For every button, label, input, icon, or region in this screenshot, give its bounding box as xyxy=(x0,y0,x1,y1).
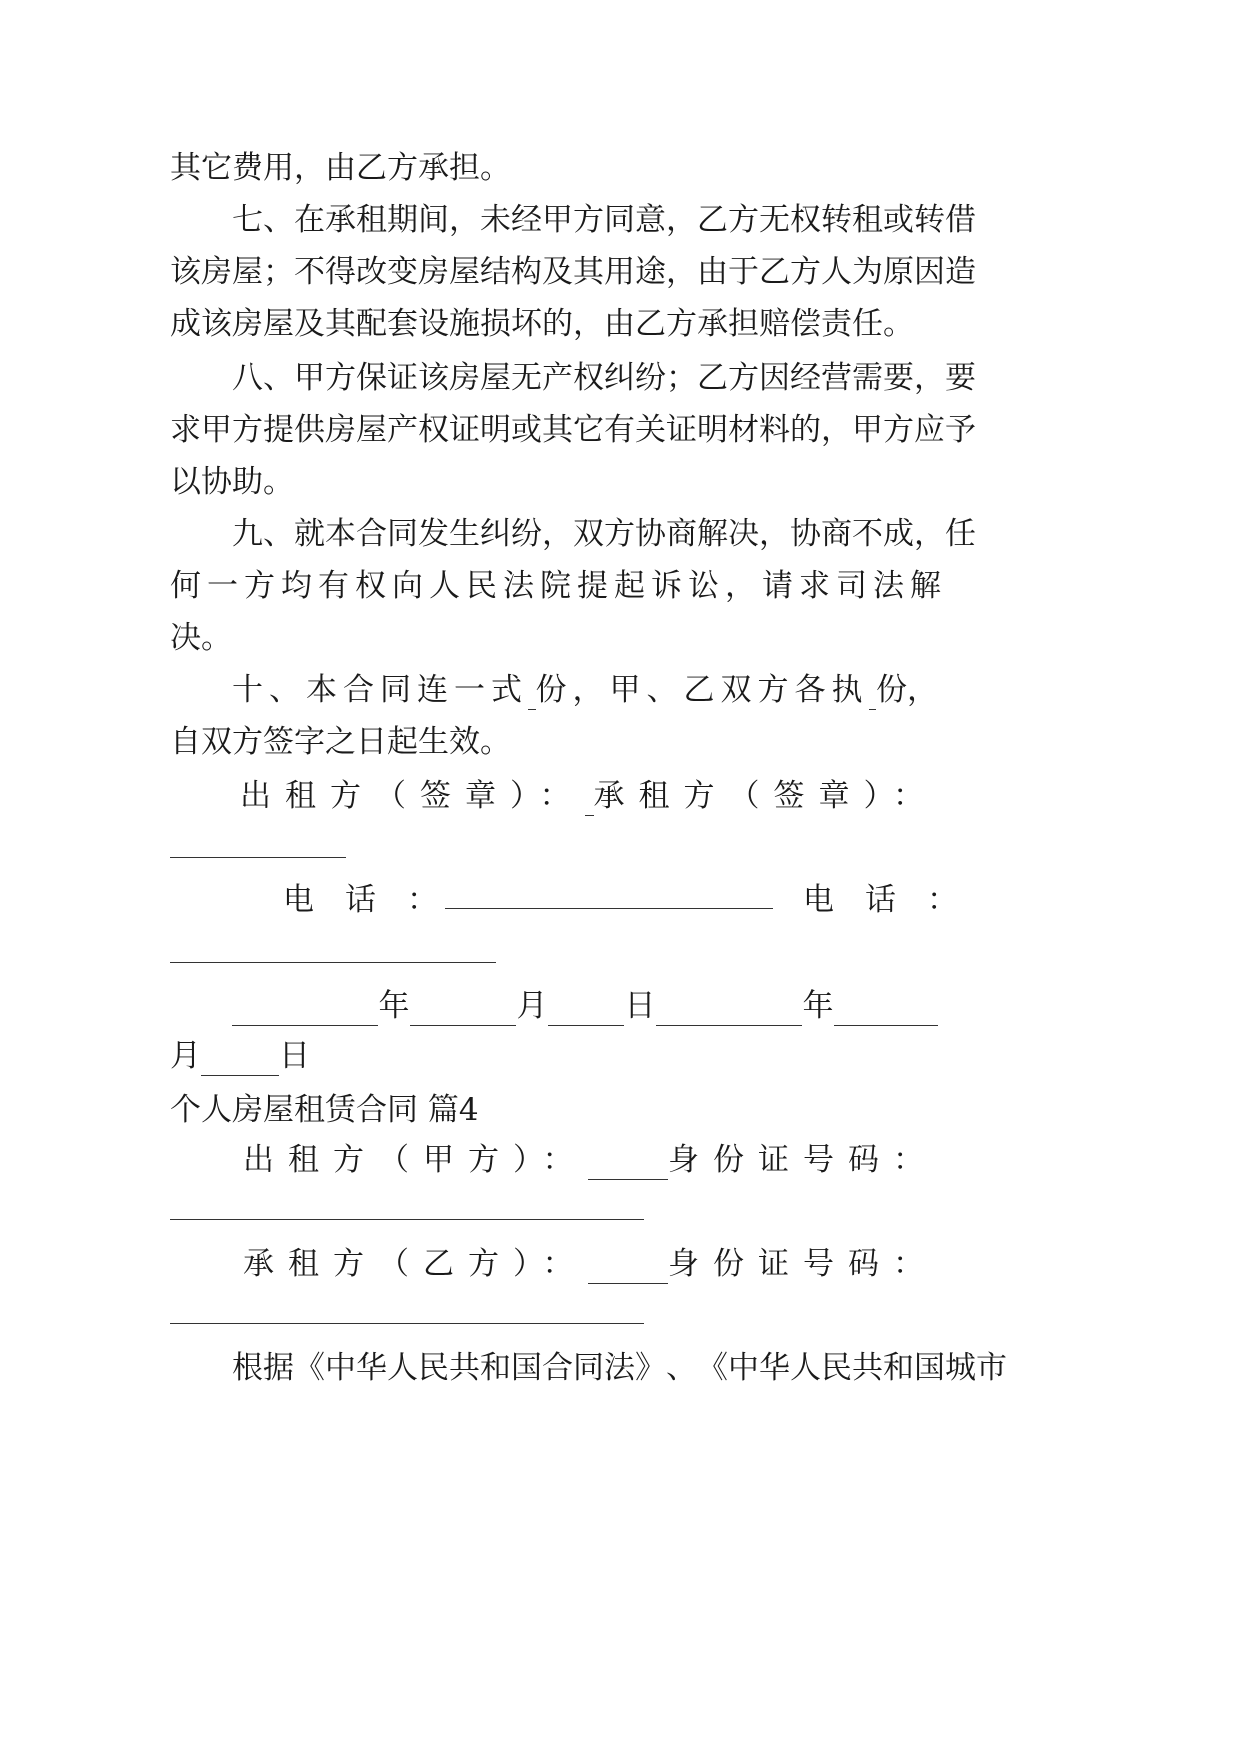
year-blank[interactable] xyxy=(656,995,802,1026)
signature-line xyxy=(240,776,938,816)
lessee-name-blank[interactable] xyxy=(588,1253,669,1284)
lessor-seal-label: 出租方（签章）： xyxy=(240,778,585,814)
party-line xyxy=(243,1140,938,1180)
lessee-seal-blank[interactable] xyxy=(170,857,346,858)
lessee-label: 承租方（乙方）： xyxy=(243,1246,588,1282)
party-line xyxy=(243,1244,938,1284)
text-segment: 十、本合同连一式 xyxy=(232,672,528,708)
lessor-id-label: 身份证号码： xyxy=(668,1142,938,1178)
clause-7-line: 七 、 在 承 租 期 间 ， 未 经 甲 方 同 意 ， 乙 方 无 权 转 租 或 转 借 xyxy=(232,202,976,238)
lessee-phone-label: 电 话 ： xyxy=(803,882,958,918)
text-segment: 何一方均有权向 xyxy=(170,568,429,604)
date-line xyxy=(170,1036,310,1076)
lessee-phone-blank[interactable] xyxy=(170,962,496,963)
day-blank[interactable] xyxy=(201,1045,279,1076)
year-label: 年 xyxy=(378,988,410,1024)
day-blank[interactable] xyxy=(548,995,624,1026)
text-segment: 份， xyxy=(876,672,938,708)
day-label: 日 xyxy=(279,1038,310,1074)
clause-9-line: 九 、 就 本 合 同 发 生 纠 纷 ， 双 方 协 商 解 决 ， 协 商 不 成 ， 任 xyxy=(232,516,976,552)
paragraph-line: 该 房 屋 ； 不 得 改 变 房 屋 结 构 及 其 用 途 ， 由 于 乙 方 人 为 原 因 造 xyxy=(170,254,976,290)
month-label: 月 xyxy=(170,1038,201,1074)
copies-total-blank[interactable] xyxy=(528,679,536,710)
lessor-phone-blank[interactable] xyxy=(445,908,773,909)
lessee-id-blank[interactable] xyxy=(170,1323,644,1324)
year-label: 年 xyxy=(802,988,834,1024)
text-segment: 份，甲、乙双方各执 xyxy=(535,672,869,708)
paragraph-line: 根 据 《 中 华 人 民 共 和 国 合 同 法 》 、 《 中 华 人 民 共 和 国 城 市 xyxy=(232,1350,1007,1386)
month-blank[interactable] xyxy=(834,995,938,1026)
paragraph-line: 以协助。 xyxy=(170,464,294,500)
year-blank[interactable] xyxy=(232,995,378,1026)
lessee-seal-label: 承租方（签章）： xyxy=(593,778,938,814)
lessor-id-blank[interactable] xyxy=(170,1219,644,1220)
text-segment: 人民法院提起诉讼，请求司法解 xyxy=(429,568,947,604)
clause-10-line xyxy=(232,670,938,710)
lessor-seal-blank[interactable] xyxy=(585,785,594,816)
paragraph-line xyxy=(170,566,947,606)
lessor-label: 出租方（甲方）： xyxy=(243,1142,588,1178)
paragraph-line: 其它费用，由乙方承担。 xyxy=(170,150,511,186)
month-label: 月 xyxy=(516,988,548,1024)
paragraph-line: 成该房屋及其配套设施损坏的，由乙方承担赔偿责任。 xyxy=(170,306,914,342)
clause-8-line: 八 、 甲 方 保 证 该 房 屋 无 产 权 纠 纷 ； 乙 方 因 经 营 需 要 ， 要 xyxy=(232,360,976,396)
copies-each-blank[interactable] xyxy=(869,679,877,710)
day-label: 日 xyxy=(624,988,656,1024)
month-blank[interactable] xyxy=(410,995,516,1026)
lessor-name-blank[interactable] xyxy=(588,1149,669,1180)
paragraph-line: 求 甲 方 提 供 房 屋 产 权 证 明 或 其 它 有 关 证 明 材 料 的 ， 甲 方 应 予 xyxy=(170,412,976,448)
date-line xyxy=(232,986,938,1026)
paragraph-line: 自双方签字之日起生效。 xyxy=(170,724,511,760)
lessor-phone-label: 电 话 ： xyxy=(283,882,438,918)
lessee-id-label: 身份证号码： xyxy=(668,1246,938,1282)
paragraph-line: 决。 xyxy=(170,620,232,656)
section-title: 个人房屋租赁合同 篇4 xyxy=(170,1092,479,1128)
